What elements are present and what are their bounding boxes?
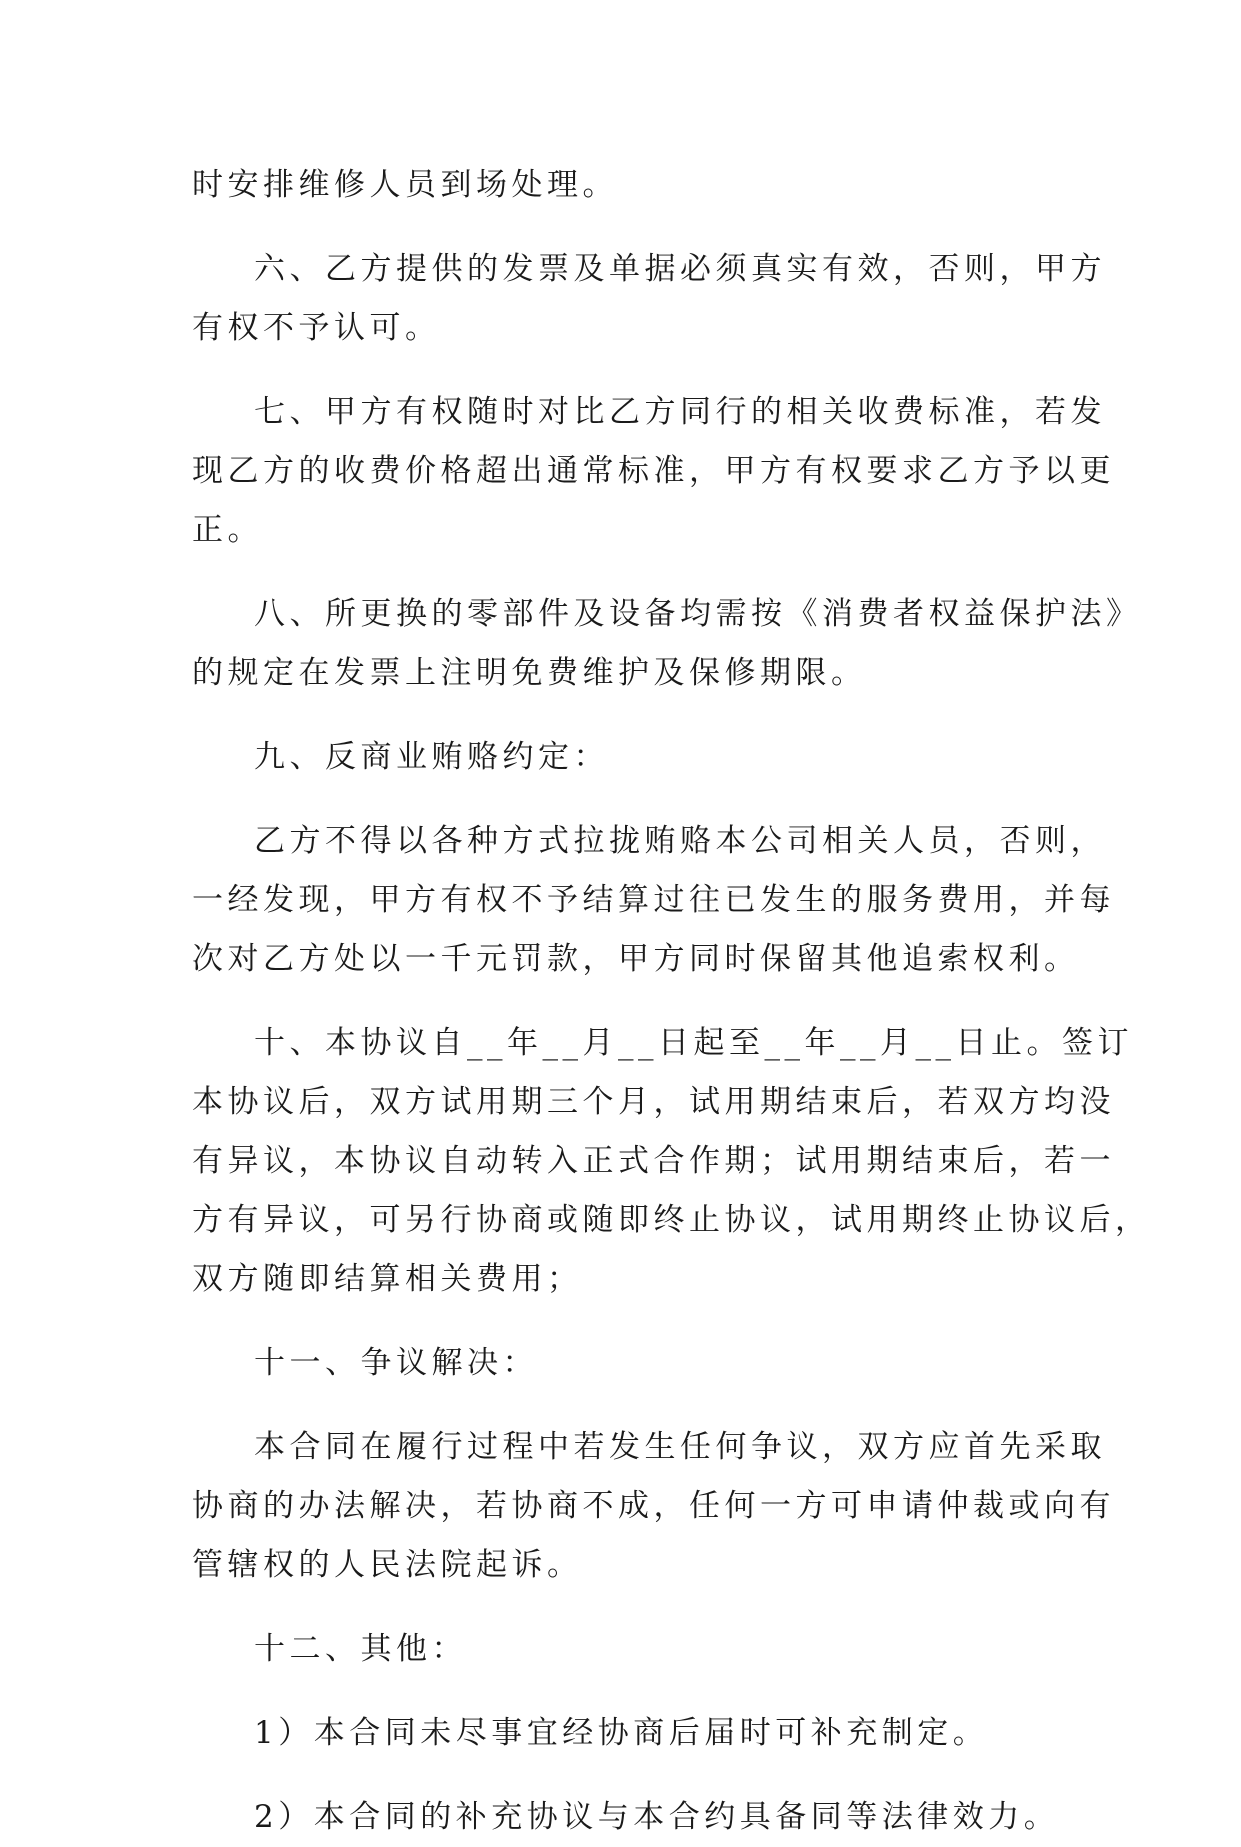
text-line: 2）本合同的补充协议与本合约具备同等法律效力。	[254, 1799, 1060, 1835]
text-line: 六、乙方提供的发票及单据必须真实有效，否则，甲方	[254, 251, 1106, 287]
text-line: 的规定在发票上注明免费维护及保修期限。	[192, 655, 867, 691]
text-line: 1）本合同未尽事宜经协商后届时可补充制定。	[254, 1715, 989, 1751]
text-line: 乙方不得以各种方式拉拢贿赂本公司相关人员，否则，	[254, 823, 1106, 859]
text-line: 管辖权的人民法院起诉。	[192, 1547, 583, 1583]
text-line: 有异议，本协议自动转入正式合作期；试用期结束后，若一	[192, 1143, 1115, 1179]
text-line: 本协议后，双方试用期三个月，试用期结束后，若双方均没	[192, 1084, 1115, 1120]
text-line: 一经发现，甲方有权不予结算过往已发生的服务费用，并每	[192, 882, 1115, 918]
text-line: 八、所更换的零部件及设备均需按《消费者权益保护法》	[254, 596, 1142, 632]
text-line: 十二、其他：	[254, 1631, 467, 1667]
text-line: 次对乙方处以一千元罚款，甲方同时保留其他追索权利。	[192, 941, 1080, 977]
text-line: 十一、争议解决：	[254, 1345, 538, 1381]
text-line: 现乙方的收费价格超出通常标准，甲方有权要求乙方予以更	[192, 453, 1115, 489]
text-line: 协商的办法解决，若协商不成，任何一方可申请仲裁或向有	[192, 1488, 1115, 1524]
text-line: 正。	[192, 512, 263, 548]
text-line: 方有异议，可另行协商或随即终止协议，试用期终止协议后，	[192, 1202, 1151, 1238]
text-line: 九、反商业贿赂约定：	[254, 739, 609, 775]
document-body	[192, 156, 1151, 1847]
text-line: 有权不予认可。	[192, 310, 441, 346]
text-line: 十、本协议自__年__月__日起至__年__月__日止。签订	[254, 1025, 1133, 1061]
text-line: 双方随即结算相关费用；	[192, 1261, 583, 1297]
text-line: 本合同在履行过程中若发生任何争议，双方应首先采取	[254, 1429, 1106, 1465]
text-line: 时安排维修人员到场处理。	[192, 167, 618, 203]
text-line: 七、甲方有权随时对比乙方同行的相关收费标准，若发	[254, 394, 1106, 430]
